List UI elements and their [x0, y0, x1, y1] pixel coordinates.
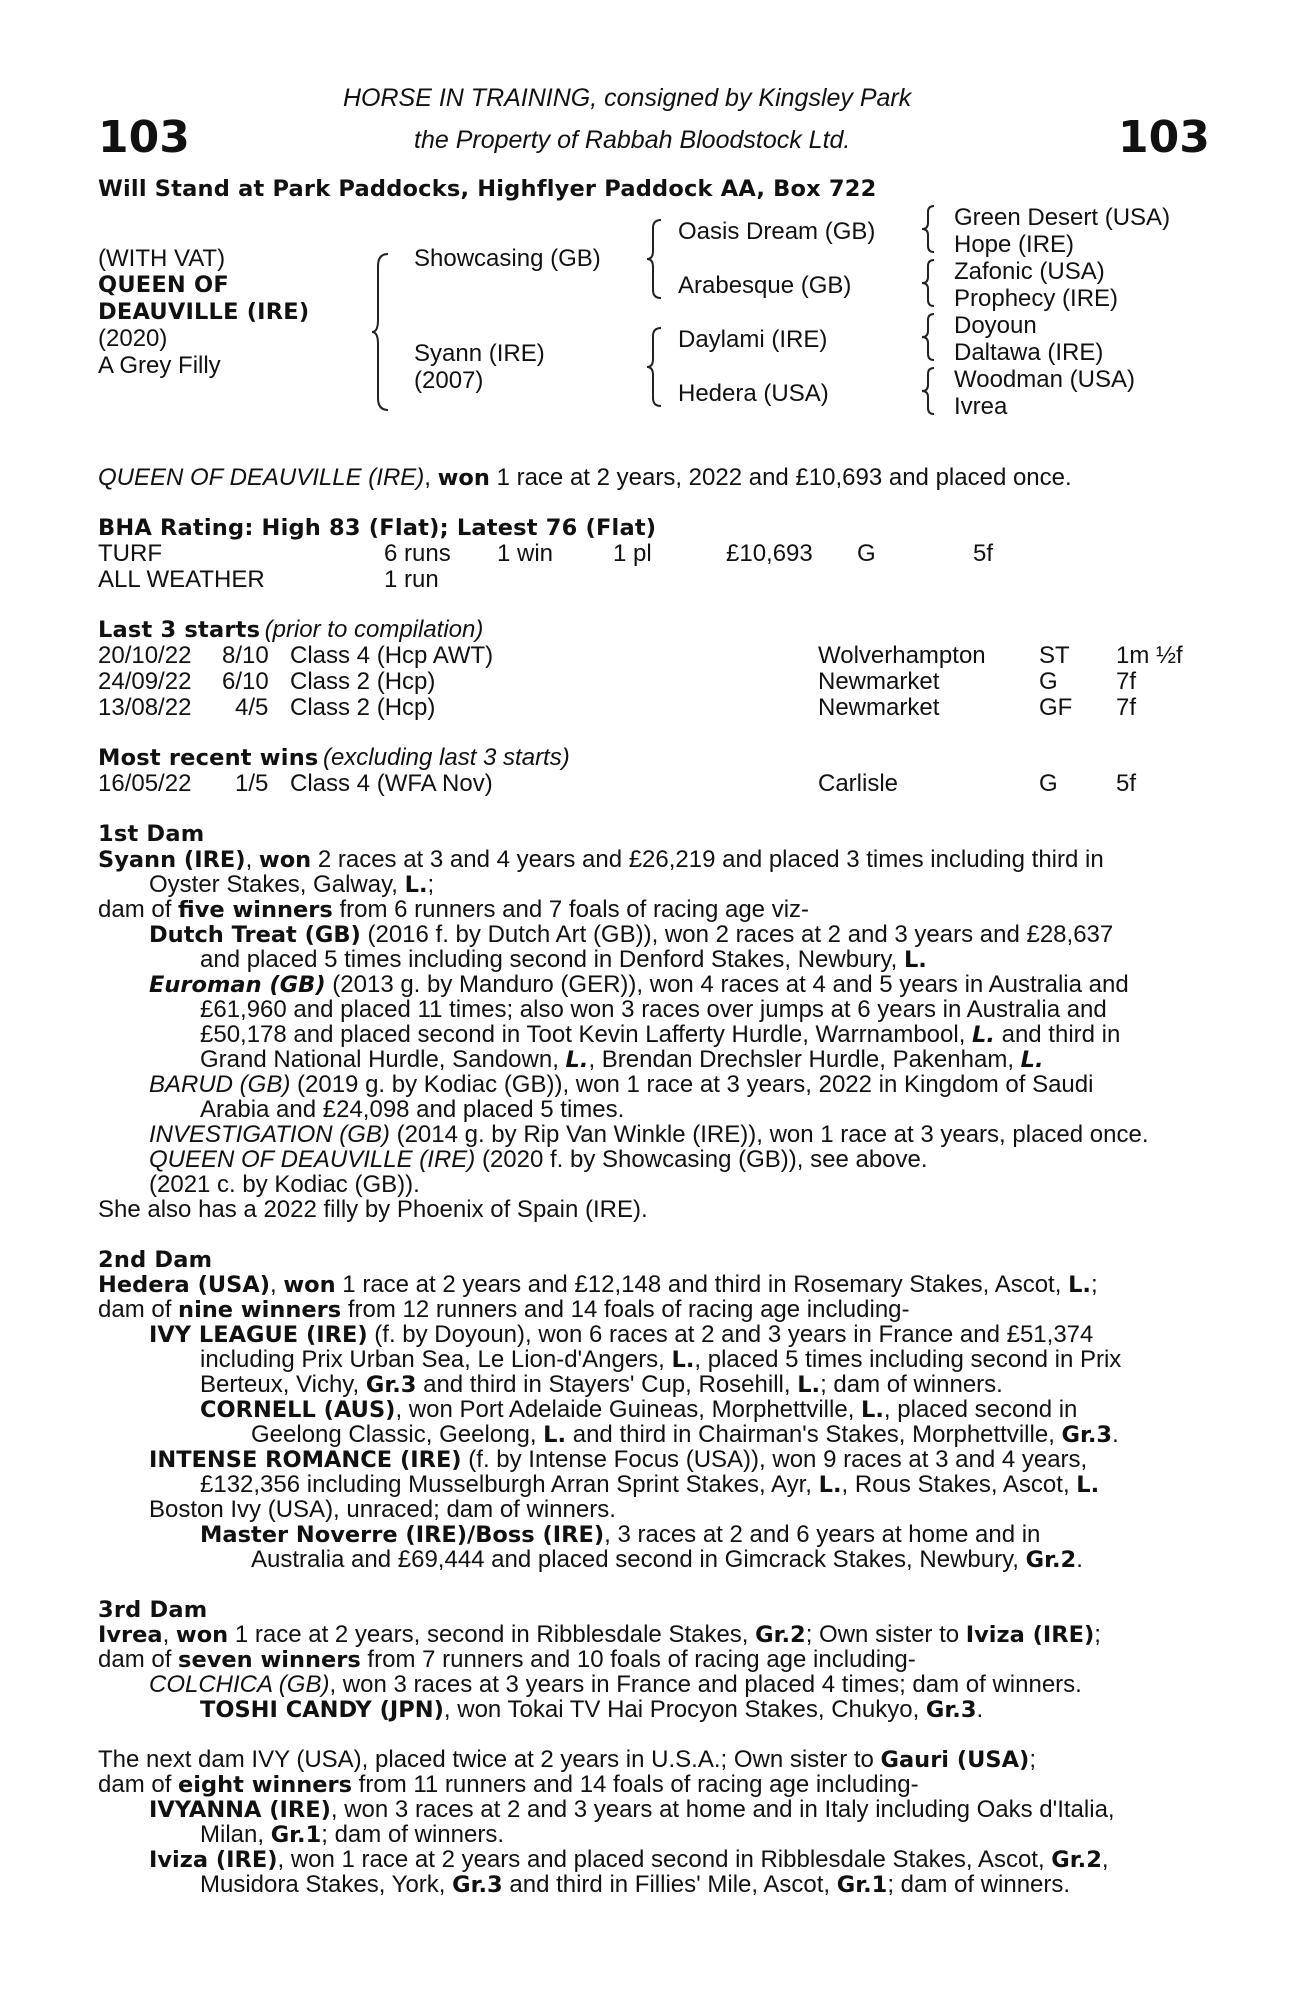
pedigree-brace-sire	[647, 218, 665, 300]
pedigree-brace-ds	[922, 312, 938, 362]
first-dam-line: Syann (IRE), won 2 races at 3 and 4 years and £26,219 and placed 3 times including third in	[98, 846, 1104, 873]
horse-name-line2: DEAUVILLE (IRE)	[98, 299, 310, 325]
produce-entry: INVESTIGATION (GB) (2014 g. by Rip Van Winkle (IRE)), won 1 race at 3 years, placed once.	[149, 1121, 1149, 1148]
rating-wins: 1 win	[497, 540, 554, 567]
produce-entry: Boston Ivy (USA), unraced; dam of winners.	[149, 1496, 616, 1523]
produce-entry: Euroman (GB) (2013 g. by Manduro (GER)), won 4 races at 4 and 5 years in Australia and	[149, 971, 1129, 998]
pedigree-dss: Doyoun	[954, 312, 1037, 339]
win-date: 16/05/22	[98, 770, 192, 797]
win-position: 1/5	[235, 770, 269, 797]
horse-description: A Grey Filly	[98, 352, 221, 379]
pedigree-sdd: Prophecy (IRE)	[954, 285, 1119, 312]
start-distance: 7f	[1116, 694, 1137, 721]
produce-entry: Milan, Gr.1; dam of winners.	[200, 1821, 504, 1848]
start-class: Class 2 (Hcp)	[290, 694, 436, 721]
start-course: Newmarket	[818, 694, 940, 721]
start-course: Newmarket	[818, 668, 940, 695]
start-position: 8/10	[222, 642, 269, 669]
first-dam-line: Oyster Stakes, Galway, L.;	[149, 871, 435, 898]
produce-entry: Master Noverre (IRE)/Boss (IRE), 3 races at 2 and 6 years at home and in	[200, 1521, 1041, 1548]
pedigree-brace-sd	[922, 258, 938, 308]
pedigree-brace-main	[372, 252, 392, 412]
produce-note: She also has a 2022 filly by Phoenix of Spain (IRE).	[98, 1196, 648, 1223]
first-dam-heading: 1st Dam	[98, 821, 205, 847]
start-class: Class 4 (Hcp AWT)	[290, 642, 494, 669]
last-3-starts-title: Last 3 starts (prior to compilation)	[98, 616, 484, 643]
lot-number-left: 103	[98, 112, 190, 163]
rating-distance: 5f	[973, 540, 994, 567]
produce-entry: Musidora Stakes, York, Gr.3 and third in Fillies' Mile, Ascot, Gr.1; dam of winners.	[200, 1871, 1071, 1898]
pedigree-sire-sire: Oasis Dream (GB)	[678, 218, 876, 245]
win-distance: 5f	[1116, 770, 1137, 797]
produce-entry: and placed 5 times including second in Denford Stakes, Newbury, L.	[200, 946, 927, 973]
win-going: G	[1039, 770, 1058, 797]
pedigree-dam-dam: Hedera (USA)	[678, 380, 829, 407]
produce-entry: BARUD (GB) (2019 g. by Kodiac (GB)), won 1 race at 3 years, 2022 in Kingdom of Saudi	[149, 1071, 1094, 1098]
pedigree-sss: Green Desert (USA)	[954, 204, 1171, 231]
produce-entry: Iviza (IRE), won 1 race at 2 years and placed second in Ribblesdale Stakes, Ascot, Gr.2,	[149, 1846, 1109, 1873]
produce-entry: IVYANNA (IRE), won 3 races at 2 and 3 years at home and in Italy including Oaks d'Italia,	[149, 1796, 1115, 1823]
pedigree-sire: Showcasing (GB)	[414, 245, 601, 272]
rating-placed: 1 pl	[613, 540, 652, 567]
start-position: 6/10	[222, 668, 269, 695]
horse-year: (2020)	[98, 325, 168, 352]
produce-entry: Dutch Treat (GB) (2016 f. by Dutch Art (GB)), won 2 races at 2 and 3 years and £28,637	[149, 921, 1114, 948]
second-dam-line: Hedera (USA), won 1 race at 2 years and £12,148 and third in Rosemary Stakes, Ascot, L.;	[98, 1271, 1098, 1298]
next-dam-line: The next dam IVY (USA), placed twice at 2 years in U.S.A.; Own sister to Gauri (USA);	[98, 1746, 1036, 1773]
pedigree-ssd: Hope (IRE)	[954, 231, 1075, 258]
produce-entry: IVY LEAGUE (IRE) (f. by Doyoun), won 6 races at 2 and 3 years in France and £51,374	[149, 1321, 1094, 1348]
produce-entry: QUEEN OF DEAUVILLE (IRE) (2020 f. by Showcasing (GB)), see above.	[149, 1146, 928, 1173]
produce-entry: Geelong Classic, Geelong, L. and third in Chairman's Stakes, Morphettville, Gr.3.	[251, 1421, 1119, 1448]
vat-note: (WITH VAT)	[98, 245, 226, 272]
third-dam-line: Ivrea, won 1 race at 2 years, second in Ribblesdale Stakes, Gr.2; Own sister to Iviza (IRE);	[98, 1621, 1101, 1648]
rating-runs: 6 runs	[384, 540, 451, 567]
horse-name-line1: QUEEN OF	[98, 272, 229, 298]
produce-entry: Berteux, Vichy, Gr.3 and third in Stayers' Cup, Rosehill, L.; dam of winners.	[200, 1371, 1003, 1398]
next-dam-line: dam of eight winners from 11 runners and 14 foals of racing age including-	[98, 1771, 919, 1798]
start-going: G	[1039, 668, 1058, 695]
rating-prize: £10,693	[726, 540, 813, 567]
third-dam-line: dam of seven winners from 7 runners and 10 foals of racing age including-	[98, 1646, 916, 1673]
pedigree-dam: Syann (IRE)	[414, 340, 545, 367]
win-class: Class 4 (WFA Nov)	[290, 770, 493, 797]
start-distance: 1m ½f	[1116, 642, 1183, 669]
recent-wins-title: Most recent wins (excluding last 3 starts)	[98, 744, 570, 771]
produce-entry: TOSHI CANDY (JPN), won Tokai TV Hai Procyon Stakes, Chukyo, Gr.3.	[200, 1696, 984, 1723]
race-summary: QUEEN OF DEAUVILLE (IRE), won 1 race at 2 years, 2022 and £10,693 and placed once.	[98, 464, 1072, 491]
start-going: ST	[1039, 642, 1070, 669]
produce-entry: including Prix Urban Sea, Le Lion-d'Angers, L., placed 5 times including second in Prix	[200, 1346, 1122, 1373]
start-going: GF	[1039, 694, 1073, 721]
property-line: the Property of Rabbah Bloodstock Ltd.	[414, 126, 851, 154]
start-date: 24/09/22	[98, 668, 192, 695]
start-course: Wolverhampton	[818, 642, 986, 669]
bha-rating-title: BHA Rating: High 83 (Flat); Latest 76 (Flat)	[98, 515, 657, 541]
produce-entry: CORNELL (AUS), won Port Adelaide Guineas, Morphettville, L., placed second in	[200, 1396, 1078, 1423]
win-course: Carlisle	[818, 770, 899, 797]
pedigree-sds: Zafonic (USA)	[954, 258, 1105, 285]
produce-entry: £61,960 and placed 11 times; also won 3 races over jumps at 6 years in Australia and	[200, 996, 1107, 1023]
first-dam-line: dam of five winners from 6 runners and 7 foals of racing age viz-	[98, 896, 810, 923]
produce-entry: INTENSE ROMANCE (IRE) (f. by Intense Focus (USA)), won 9 races at 3 and 4 years,	[149, 1446, 1088, 1473]
start-date: 13/08/22	[98, 694, 192, 721]
produce-entry: £50,178 and placed second in Toot Kevin Lafferty Hurdle, Warrnambool, L. and third in	[200, 1021, 1121, 1048]
rating-surface: ALL WEATHER	[98, 566, 265, 593]
pedigree-dds: Woodman (USA)	[954, 366, 1135, 393]
start-class: Class 2 (Hcp)	[290, 668, 436, 695]
consignment-line: HORSE IN TRAINING, consigned by Kingsley Park	[343, 84, 912, 112]
start-position: 4/5	[235, 694, 269, 721]
pedigree-dam-sire: Daylami (IRE)	[678, 326, 828, 353]
pedigree-dam-year: (2007)	[414, 367, 484, 394]
start-distance: 7f	[1116, 668, 1137, 695]
stand-location: Will Stand at Park Paddocks, Highflyer Paddock AA, Box 722	[98, 176, 877, 202]
produce-entry: Grand National Hurdle, Sandown, L., Brendan Drechsler Hurdle, Pakenham, L.	[200, 1046, 1044, 1073]
produce-entry: £132,356 including Musselburgh Arran Sprint Stakes, Ayr, L., Rous Stakes, Ascot, L.	[200, 1471, 1100, 1498]
pedigree-ddd: Ivrea	[954, 393, 1008, 420]
produce-entry: Australia and £69,444 and placed second in Gimcrack Stakes, Newbury, Gr.2.	[251, 1546, 1083, 1573]
produce-entry: (2021 c. by Kodiac (GB)).	[149, 1171, 420, 1198]
lot-number-right: 103	[1118, 112, 1210, 163]
rating-runs: 1 run	[384, 566, 439, 593]
second-dam-heading: 2nd Dam	[98, 1247, 213, 1273]
second-dam-line: dam of nine winners from 12 runners and 14 foals of racing age including-	[98, 1296, 910, 1323]
rating-going: G	[857, 540, 876, 567]
pedigree-dsd: Daltawa (IRE)	[954, 339, 1104, 366]
pedigree-brace-dam	[647, 326, 665, 408]
produce-entry: COLCHICA (GB), won 3 races at 3 years in France and placed 4 times; dam of winners.	[149, 1671, 1082, 1698]
start-date: 20/10/22	[98, 642, 192, 669]
pedigree-brace-ss	[922, 204, 938, 254]
pedigree-brace-dd	[922, 366, 938, 416]
third-dam-heading: 3rd Dam	[98, 1597, 208, 1623]
rating-surface: TURF	[98, 540, 162, 567]
produce-entry: Arabia and £24,098 and placed 5 times.	[200, 1096, 625, 1123]
pedigree-sire-dam: Arabesque (GB)	[678, 272, 852, 299]
